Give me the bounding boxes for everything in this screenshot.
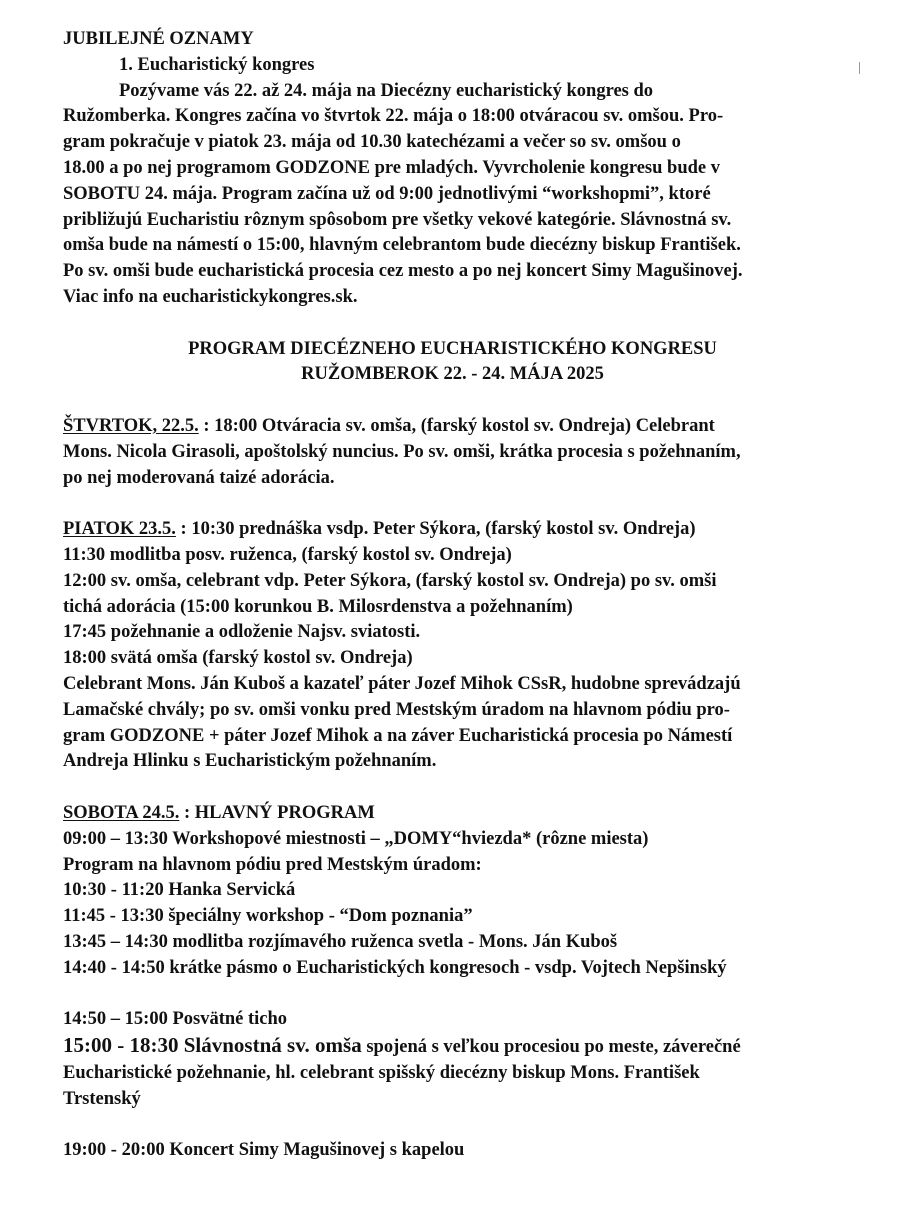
- saturday-line: 14:40 - 14:50 krátke pásmo o Eucharistických kongresoch - vsdp. Vojtech Nepšinský: [63, 957, 727, 978]
- thursday-line: [63, 414, 842, 440]
- congress-line: omša bude na námestí o 15:00, hlavným celebrantom bude diecézny biskup František.: [63, 235, 741, 256]
- congress-line: približujú Eucharistiu rôznym spôsobom pre všetky vekové kategórie. Slávnostná sv.: [63, 209, 732, 230]
- friday-line: tichá adorácia (15:00 korunkou B. Milosrdenstva a požehnaním): [63, 596, 573, 617]
- mass-line: Trstenský: [63, 1088, 141, 1109]
- friday-line: 11:30 modlitba posv. ruženca, (farský kostol sv. Ondreja): [63, 544, 512, 565]
- congress-line: Ružomberka. Kongres začína vo štvrtok 22. mája o 18:00 otváracou sv. omšou. Pro-: [63, 106, 724, 127]
- saturday-line: [63, 801, 842, 827]
- congress-line: gram pokračuje v piatok 23. mája od 10.30 katechézami a večer so sv. omšou o: [63, 132, 681, 153]
- jubilee-heading: JUBILEJNÉ OZNAMY: [63, 29, 254, 49]
- congress-line: Viac info na eucharistickykongres.sk.: [63, 286, 358, 307]
- friday-line: 17:45 požehnanie a odloženie Najsv. sviatosti.: [63, 622, 421, 643]
- thursday-line: Mons. Nicola Girasoli, apoštolský nuncius. Po sv. omši, krátka procesia s požehnaním,: [63, 441, 741, 462]
- program-title: PROGRAM DIECÉZNEHO EUCHARISTICKÉHO KONGRESU: [188, 338, 717, 359]
- saturday-line: 10:30 - 11:20 Hanka Servická: [63, 880, 296, 901]
- congress-line: 18.00 a po nej programom GODZONE pre mladých. Vyvrcholenie kongresu bude v: [63, 157, 720, 178]
- congress-line: SOBOTU 24. mája. Program začína už od 9:00 jednotlivými “workshopmi”, ktoré: [63, 183, 711, 204]
- thursday-label: ŠTVRTOK, 22.5.: [63, 415, 199, 436]
- friday-line: gram GODZONE + páter Jozef Mihok a na záver Eucharistická procesia po Námestí: [63, 725, 733, 746]
- thursday-line: po nej moderovaná taizé adorácia.: [63, 467, 335, 488]
- saturday-text: : HLAVNÝ PROGRAM: [179, 802, 375, 823]
- program-subtitle: RUŽOMBEROK 22. - 24. MÁJA 2025: [301, 364, 604, 385]
- congress-line: Pozývame vás 22. až 24. mája na Diecézny eucharistický kongres do: [119, 80, 654, 101]
- friday-line: 18:00 svätá omša (farský kostol sv. Ondreja): [63, 648, 413, 669]
- friday-line: Andreja Hlinku s Eucharistickým požehnaním.: [63, 751, 437, 772]
- silence-line: 14:50 – 15:00 Posvätné ticho: [63, 1009, 288, 1030]
- saturday-line: 13:45 – 14:30 modlitba rozjímavého ruženca svetla - Mons. Ján Kuboš: [63, 931, 618, 952]
- saturday-label: SOBOTA 24.5.: [63, 802, 180, 823]
- friday-line: Celebrant Mons. Ján Kuboš a kazateľ páter Jozef Mihok CSsR, hudobne sprevádzajú: [63, 673, 741, 694]
- saturday-line: 11:45 - 13:30 špeciálny workshop - “Dom poznania”: [63, 906, 473, 927]
- mass-line: [63, 1033, 842, 1061]
- friday-line: Lamačské chvály; po sv. omši vonku pred Mestským úradom na hlavnom pódiu pro-: [63, 699, 730, 720]
- friday-label: PIATOK 23.5.: [63, 519, 176, 540]
- saturday-line: Program na hlavnom pódiu pred Mestským úradom:: [63, 854, 482, 875]
- mass-heading: 15:00 - 18:30 Slávnostná sv. omša: [63, 1033, 362, 1058]
- edge-mark: [859, 62, 860, 74]
- saturday-line: 09:00 – 13:30 Workshopové miestnosti – „DOMY“hviezda* (rôzne miesta): [63, 828, 649, 849]
- congress-item-title: 1. Eucharistický kongres: [119, 54, 315, 75]
- friday-line: 12:00 sv. omša, celebrant vdp. Peter Sýkora, (farský kostol sv. Ondreja) po sv. omši: [63, 570, 717, 591]
- concert-line: 19:00 - 20:00 Koncert Simy Magušinovej s kapelou: [63, 1140, 465, 1161]
- congress-line: Po sv. omši bude eucharistická procesia cez mesto a po nej koncert Simy Magušinovej.: [63, 261, 743, 282]
- friday-line: [63, 517, 842, 543]
- thursday-text: : 18:00 Otváracia sv. omša, (farský kostol sv. Ondreja) Celebrant: [198, 415, 715, 436]
- mass-line: Eucharistické požehnanie, hl. celebrant spišský diecézny biskup Mons. František: [63, 1062, 700, 1083]
- mass-text: spojená s veľkou procesiou po meste, záverečné: [361, 1037, 741, 1058]
- friday-text: : 10:30 prednáška vsdp. Peter Sýkora, (farský kostol sv. Ondreja): [175, 519, 696, 540]
